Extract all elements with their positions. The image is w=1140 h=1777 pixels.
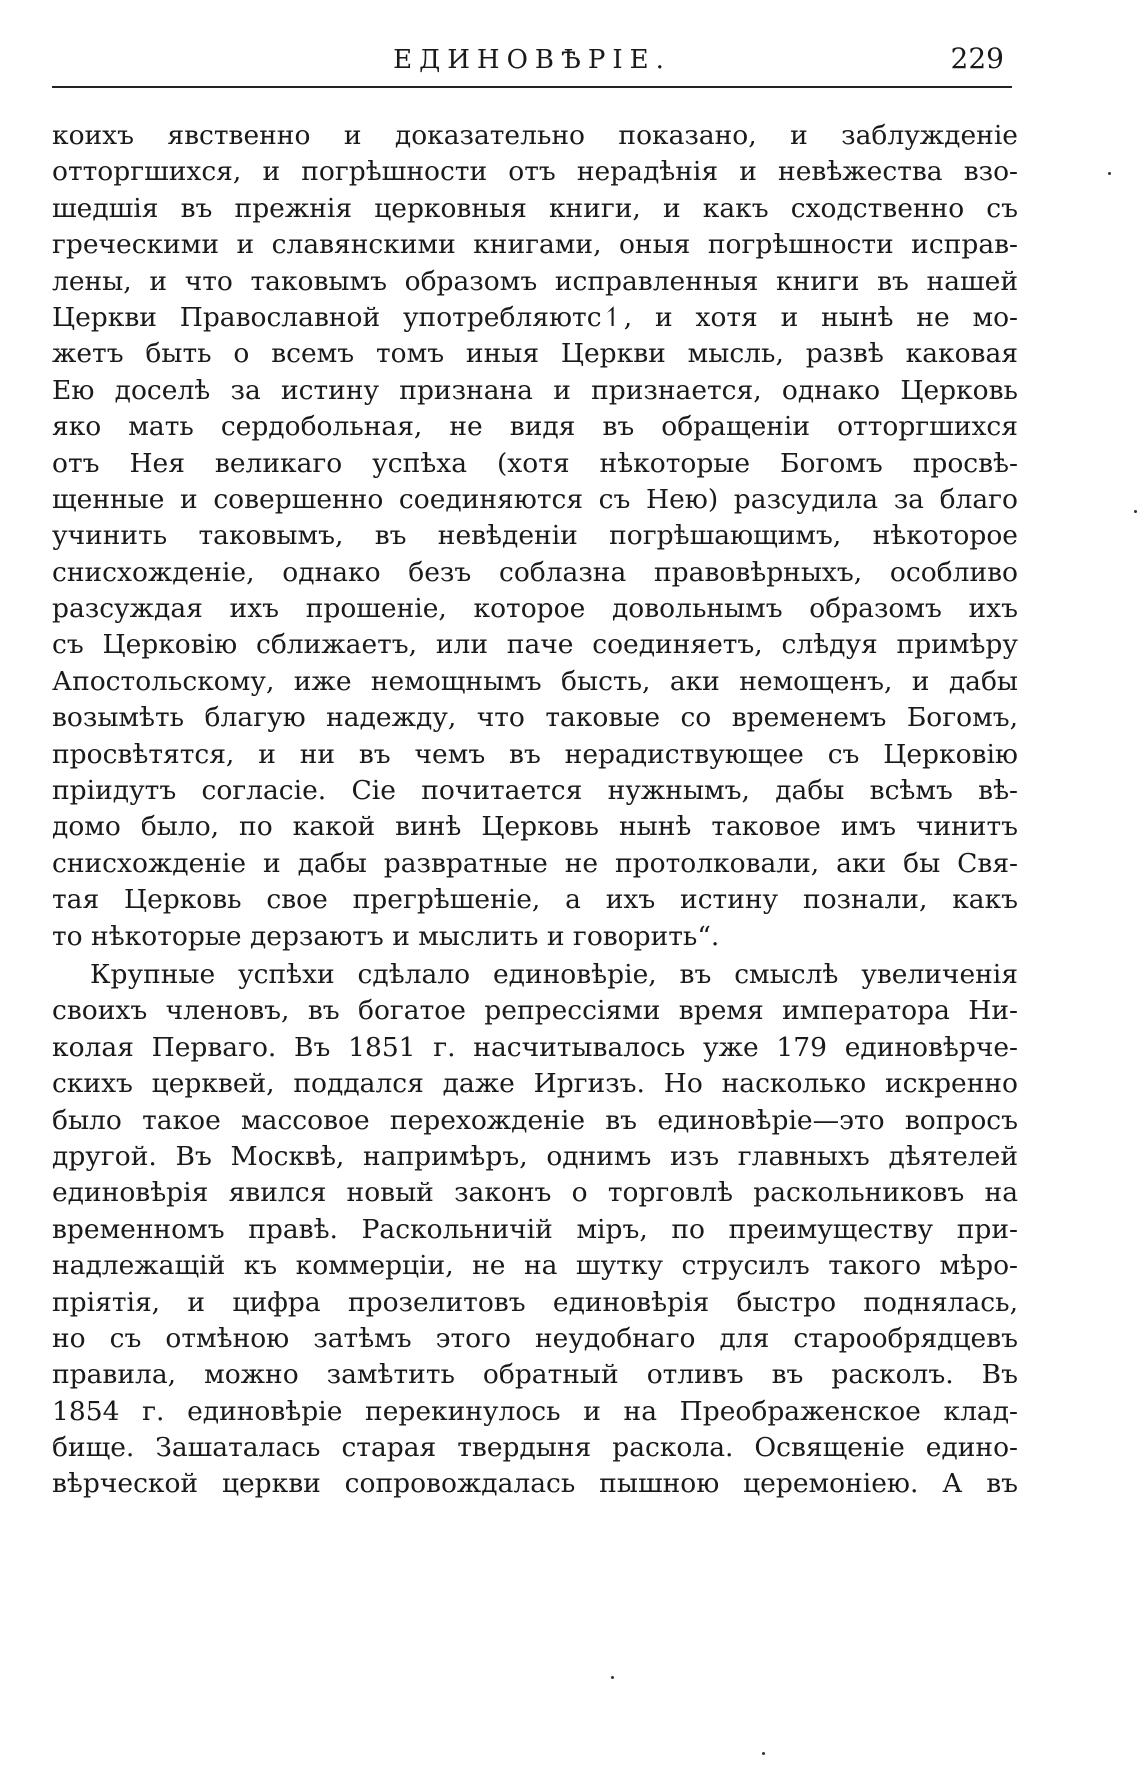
text-line: съ Церковію сближаетъ, или паче соединяетъ, слѣдуя примѣру (52, 629, 1018, 661)
paragraph-1 (52, 118, 1018, 955)
text-line: Церкви Православной употребляютс↿, и хотя и нынѣ не мо- (52, 301, 1018, 333)
text-line: снисхожденіе и дабы развратные не протолковали, аки бы Свя- (52, 847, 1018, 879)
text-line: было такое массовое перехожденіе въ единовѣріе—это вопросъ (52, 1104, 1018, 1136)
text-line: греческими и славянскими книгами, оныя погрѣшности исправ- (52, 229, 1018, 261)
text-line: отторгшихся, и погрѣшности отъ нерадѣнія и невѣжества взо- (52, 156, 1018, 188)
text-line: лены, и что таковымъ образомъ исправленныя книги въ нашей (52, 265, 1018, 297)
text-line: шедшія въ прежнія церковныя книги, и какъ сходственно съ (52, 192, 1018, 224)
text-line: отъ Нея великаго успѣха (хотя нѣкоторые Богомъ просвѣ- (52, 447, 1018, 479)
print-speck (762, 1752, 765, 1755)
text-line: другой. Въ Москвѣ, напримѣръ, однимъ изъ главныхъ дѣятелей (52, 1140, 1018, 1172)
print-speck (1134, 510, 1137, 513)
paragraph-2 (52, 957, 1018, 1503)
body-text (52, 118, 1018, 1503)
text-line: своихъ членовъ, въ богатое репрессіями время императора Ни- (52, 995, 1018, 1027)
text-line: временномъ правѣ. Раскольничій міръ, по преимуществу при- (52, 1213, 1018, 1245)
print-speck (611, 1676, 614, 1679)
text-line: возымѣть благую надежду, что таковые со временемъ Богомъ, (52, 702, 1018, 734)
text-line: колая Перваго. Въ 1851 г. насчитывалось уже 179 единовѣрче- (52, 1031, 1018, 1063)
text-line: жетъ быть о всемъ томъ иныя Церкви мысль, развѣ каковая (52, 338, 1018, 370)
text-line: пріидутъ согласіе. Сіе почитается нужнымъ, дабы всѣмъ вѣ- (52, 775, 1018, 807)
text-line: надлежащій къ коммерціи, не на шутку струсилъ такого мѣро- (52, 1250, 1018, 1282)
text-line: коихъ явственно и доказательно показано, и заблужденіе (52, 120, 1018, 151)
text-line: домо было, по какой винѣ Церковь нынѣ таковое имъ чинитъ (52, 811, 1018, 843)
text-line: но съ отмѣною затѣмъ этого неудобнаго для старообрядцевъ (52, 1322, 1018, 1354)
text-line: Ею доселѣ за истину признана и признается, однако Церковь (52, 374, 1018, 406)
text-line: бище. Зашаталась старая твердыня раскола. Освященіе едино- (52, 1432, 1018, 1464)
running-header (52, 44, 1012, 84)
text-line: щенные и совершенно соединяются съ Нею) разсудила за благо (52, 483, 1018, 515)
text-line: яко мать сердобольная, не видя въ обращеніи отторгшихся (52, 411, 1018, 443)
text-line: тая Церковь свое прегрѣшеніе, а ихъ истину познали, какъ (52, 884, 1018, 916)
text-line: Крупные успѣхи сдѣлало единовѣріе, въ смыслѣ увеличенія (90, 958, 1018, 990)
text-line: правила, можно замѣтить обратный отливъ въ расколъ. Въ (52, 1359, 1018, 1391)
header-rule (52, 86, 1012, 88)
text-line: просвѣтятся, и ни въ чемъ въ нерадиствующее съ Церковію (52, 738, 1018, 770)
page-number: 229 (950, 42, 1004, 75)
text-line: 1854 г. единовѣріе перекинулось и на Преображенское клад- (52, 1395, 1018, 1427)
text-line: единовѣрія явился новый законъ о торговлѣ раскольниковъ на (52, 1177, 1018, 1209)
text-line: скихъ церквей, поддался даже Иргизъ. Но насколько искренно (52, 1068, 1018, 1100)
text-line: снисхожденіе, однако безъ соблазна правовѣрныхъ, особливо (52, 556, 1018, 588)
print-speck (1108, 172, 1111, 175)
text-line: разсуждая ихъ прошеніе, которое довольнымъ образомъ ихъ (52, 593, 1018, 625)
text-line: пріятія, и цифра прозелитовъ единовѣрія быстро поднялась, (52, 1286, 1018, 1318)
text-line: Апостольскому, иже немощнымъ бысть, аки немощенъ, и дабы (52, 665, 1018, 697)
running-title: ЕДИНОВѢРІЕ. (393, 45, 671, 75)
text-line: учинить таковымъ, въ невѣденіи погрѣшающимъ, нѣкоторое (52, 520, 1018, 552)
text-line: то нѣкоторые дерзаютъ и мыслить и говорить“. (52, 920, 720, 952)
text-line: вѣрческой церкви сопровождалась пышною церемоніею. А въ (52, 1468, 1018, 1500)
